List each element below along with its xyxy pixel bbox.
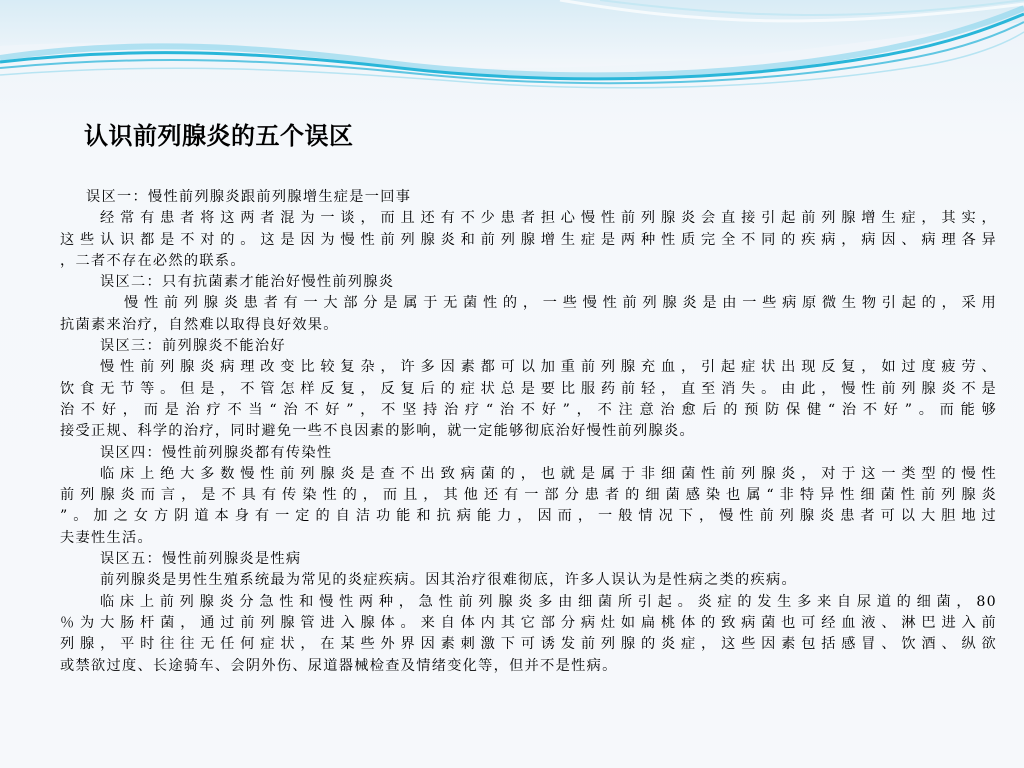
paragraph-line: ％为大肠杆菌，通过前列腺管进入腺体。来自体内其它部分病灶如扁桃体的致病菌也可经血液、淋巴进入前 [60,614,997,631]
paragraph-line: 抗菌素来治疗，自然难以取得良好效果。 [60,316,339,333]
paragraph-line: 前列腺炎而言，是不具有传染性的，而且，其他还有一部分患者的细菌感染也属“非特异性细菌性前列腺炎 [60,487,997,504]
myth-heading: 误区一：慢性前列腺炎跟前列腺增生症是一回事 [86,189,412,205]
paragraph-line: 夫妻性生活。 [60,529,153,546]
paragraph-line: 接受正规、科学的治疗，同时避免一些不良因素的影响，就一定能够彻底治好慢性前列腺炎。 [60,423,695,440]
paragraph-line: 临床上绝大多数慢性前列腺炎是查不出致病菌的，也就是属于非细菌性前列腺炎，对于这一类型的慢性 [100,465,997,482]
slide-body-text [60,187,997,677]
myth-heading: 误区三：前列腺炎不能治好 [100,338,286,355]
paragraph-line: 治不好，而是治疗不当“治不好”，不坚持治疗“治不好”，不注意治愈后的预防保健“治不好”。而能够 [60,401,997,418]
header-wave-decoration [0,0,1024,100]
myth-heading: 误区五：慢性前列腺炎是性病 [100,551,302,568]
paragraph-line: ，二者不存在必然的联系。 [60,252,246,269]
paragraph-line: 慢性前列腺炎患者有一大部分是属于无菌性的，一些慢性前列腺炎是由一些病原微生物引起的，采用 [124,295,997,312]
paragraph-line: 慢性前列腺炎病理改变比较复杂，许多因素都可以加重前列腺充血，引起症状出现反复，如过度疲劳、 [100,359,997,376]
paragraph-line: 饮食无节等。但是，不管怎样反复，反复后的症状总是要比服药前轻，直至消失。由此，慢性前列腺炎不是 [60,380,997,397]
paragraph-line: 临床上前列腺炎分急性和慢性两种，急性前列腺炎多由细菌所引起。炎症的发生多来自尿道的细菌，80 [100,593,997,610]
slide-title: 认识前列腺炎的五个误区 [84,122,354,150]
paragraph-line: 或禁欲过度、长途骑车、会阴外伤、尿道器械检查及情绪变化等，但并不是性病。 [60,657,618,674]
paragraph-line: 前列腺炎是男性生殖系统最为常见的炎症疾病。因其治疗很难彻底，许多人误认为是性病之类的疾病。 [100,572,797,589]
paragraph-line: ”。加之女方阴道本身有一定的自洁功能和抗病能力，因而，一般情况下，慢性前列腺炎患者可以大胆地过 [60,508,997,525]
paragraph-line: 列腺，平时往往无任何症状，在某些外界因素刺激下可诱发前列腺的炎症，这些因素包括感冒、饮酒、纵欲 [60,636,997,653]
paragraph-line: 经常有患者将这两者混为一谈，而且还有不少患者担心慢性前列腺炎会直接引起前列腺增生症，其实， [100,210,997,227]
myth-heading: 误区二：只有抗菌素才能治好慢性前列腺炎 [100,274,395,291]
paragraph-line: 这些认识都是不对的。这是因为慢性前列腺炎和前列腺增生症是两种性质完全不同的疾病，病因、病理各异 [60,231,997,248]
myth-heading: 误区四：慢性前列腺炎都有传染性 [100,444,333,461]
